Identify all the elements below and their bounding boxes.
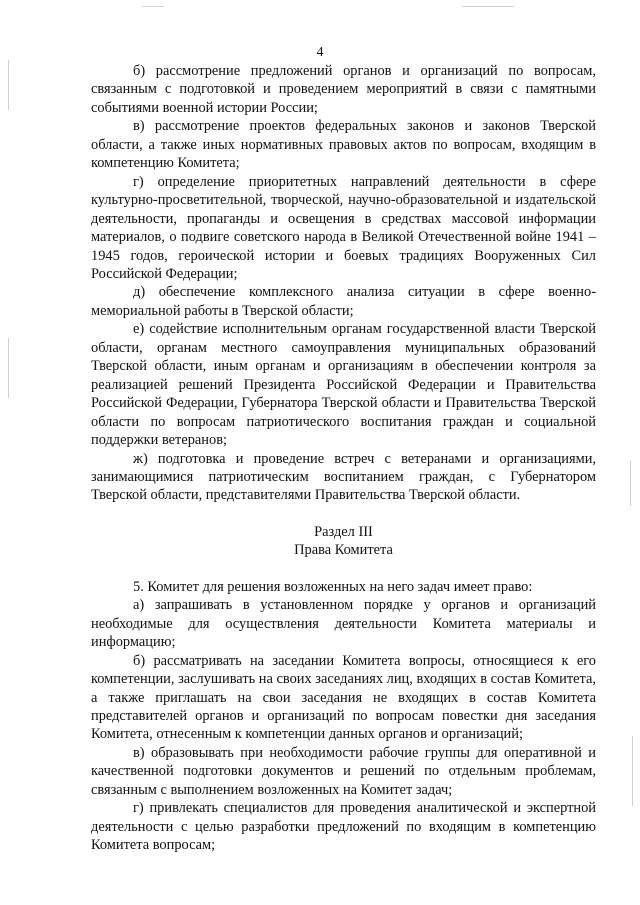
- scan-artifact: [8, 338, 9, 398]
- page-number: 4: [316, 45, 324, 60]
- scan-artifact: [630, 460, 631, 506]
- paragraph-item-e: е) содействие исполнительным органам государственной власти Тверской области, органам местного самоуправления муниципальных образований Тверской области, иным органам и организациям в обеспечении контроля за реализацией решений Президента Российской Федерации и Правительства Российской Федерации, Губернатора Тверской области и Правительства Тверской области по вопросам патриотического воспитания граждан и социальной поддержки ветеранов;: [91, 321, 596, 449]
- paragraph-right-v: в) образовывать при необходимости рабочие группы для оперативной и качественной подготовки документов и решений по отдельным проблемам, связанным с выполнением возложенных на Комитет задач;: [91, 744, 596, 798]
- section-number: Раздел III: [314, 523, 373, 540]
- document-body: [91, 62, 596, 855]
- paragraph-item-g: г) определение приоритетных направлений деятельности в сфере культурно-просветительной, творческой, научно-образовательной и издательской деятельности, пропаганды и освещения в средствах массовой информации материалов, о подвиге советского народа в Великой Отечественной войне 1941 – 1945 годов, героической истории и боевых традициях Вооруженных Сил Российской Федерации;: [91, 173, 596, 282]
- paragraph-right-g: г) привлекать специалистов для проведения аналитической и экспертной деятельности с целью разработки предложений по входящим в компетенцию Комитета вопросам;: [91, 800, 596, 854]
- paragraph-item-d: д) обеспечение комплексного анализа ситуации в сфере военно-мемориальной работы в Тверской области;: [91, 284, 596, 319]
- paragraph-right-a: а) запрашивать в установленном порядке у органов и организаций необходимые для осуществления деятельности Комитета материалы и информацию;: [91, 597, 596, 651]
- scan-artifact: [142, 6, 164, 7]
- scan-artifact: [8, 60, 9, 110]
- paragraph-right-b: б) рассматривать на заседании Комитета вопросы, относящиеся к его компетенции, заслушивать на своих заседаниях лиц, входящих в состав Комитета, а также приглашать на свои заседания не входящих в состав Комитета представителей органов и организаций по вопросам повестки дня заседания Комитета, отнесенным к компетенции данных органов и организаций;: [91, 652, 596, 743]
- scan-artifact: [462, 6, 514, 7]
- scan-artifact: [632, 736, 633, 806]
- paragraph-clause-5: 5. Комитет для решения возложенных на него задач имеет право:: [133, 578, 533, 595]
- paragraph-item-v: в) рассмотрение проектов федеральных законов и законов Тверской области, а также иных нормативных правовых актов по вопросам, входящим в компетенцию Комитета;: [91, 118, 596, 172]
- paragraph-item-zh: ж) подготовка и проведение встреч с ветеранами и организациями, занимающимися патриотическим воспитанием граждан, с Губернатором Тверской области, представителями Правительства Тверской области.: [91, 450, 596, 504]
- paragraph-item-b: б) рассмотрение предложений органов и организаций по вопросам, связанным с подготовкой и проведением мероприятий в связи с памятными событиями военной истории России;: [91, 63, 596, 116]
- section-title: Права Комитета: [294, 542, 393, 559]
